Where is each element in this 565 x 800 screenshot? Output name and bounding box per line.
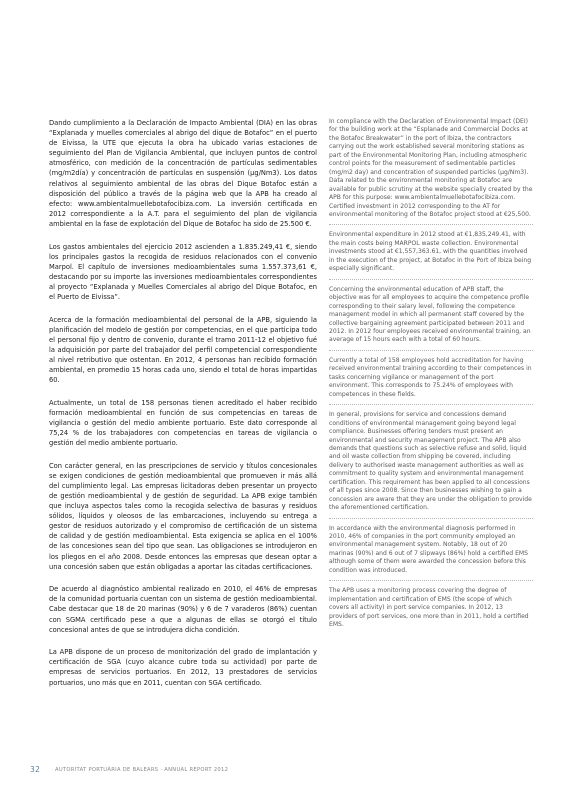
spanish-paragraph-3: Acerca de la formación medioambiental del personal de la APB, siguiendo la planificación del modelo de gestión por competencias, en el que participa todo el personal fijo y dentro de convenio, durante el tramo 2011-12 el objetivo fué la adquisición por parte del trabajador del perfil competencial correspondiente al nivel retributivo que ostentan. En 2012, 4 personas han recibido formación ambiental, en promedio 15 horas cada uno, siendo el total de horas impartidas 60.	[49, 315, 317, 385]
english-paragraph-7: The APB uses a monitoring process covering the degree of implementation and certification of EMS (the scope of which covers all activity) in port service companies. In 2012, 13 providers of port services, one more than in 2011, hold a certified EMS.	[329, 587, 529, 629]
english-paragraph-6: In accordance with the environmental diagnosis performed in 2010, 46% of companies in the port community employed an environmental management system. Notably, 18 out of 20 marinas (90%) and 6 out of 7 slipways (86%) hold a certified EMS although some of them were awarded the concession before this condition was introduced.	[329, 525, 533, 582]
page-footer	[30, 766, 530, 776]
english-paragraph-4: Currently a total of 158 employees hold accreditation for having received environmental training according to their competences in tasks concerning vigilance or management of the port environment. This corresponds to 75.24% of employees with competences in these fields.	[329, 357, 533, 405]
spanish-paragraph-5: Con carácter general, en las prescripciones de servicio y títulos concesionales se exigen condiciones de gestión medioambiental que promueven ir más allá del cumplimiento legal. Las empresas licitadoras deben presentar un proyecto de gestión medioambiental y de gestión de seguridad. La APB exige también que incluya aspectos tales como la recogida selectiva de basuras y residuos sólidos, líquidos y oleosos de las embarcaciones, incluyendo su entrega a gestor de residuos autorizado y el compromiso de certificación de un sistema de calidad y de gestión medioambiental. Esta exigencia se aplica en el 100% de las concesiones sean del tipo que sean. Las obligaciones se introdujeron en los pliegos en el año 2008. Desde entonces las empresas que desean optar a una concesión saben que están obligadas a aportar las citadas certificaciones.	[49, 461, 317, 571]
english-text-column	[329, 118, 533, 641]
spanish-paragraph-2: Los gastos ambientales del ejercicio 2012 ascienden a 1.835.249,41 €, siendo los principales gastos la recogida de residuos relacionados con el convenio Marpol. El capítulo de inversiones medioambientales suma 1.557.373,61 €, destacando por su importe las inversiones medioambientales correspondientes al proyecto “Explanada y Muelles Comerciales al abrigo del Dique Botafoc, en el Puerto de Eivissa”.	[49, 242, 317, 301]
english-paragraph-1: In compliance with the Declaration of Environmental Impact (DEI) for the building work at the “Esplanade and Commercial Docks at the Botafoc Breakwater” in the port of Ibiza, the contractors carrying out the work established several monitoring stations as part of the Environmental Monitoring Plan, including atmospheric control points for the measurement of sedimentable particles (mg/m2 day) and concentration of suspended particles (µg/Nm3). Data related to the environmental monitoring at Botafoc are available for public scrutiny at the website specially created by the APB for this purpose: www.ambientalmuellebotafocibiza.com. Certified investment in 2012 corresponding to the AT for environmental monitoring of the Botafoc project stood at €25,500.	[329, 118, 533, 225]
spanish-paragraph-1: Dando cumplimiento a la Declaración de Impacto Ambiental (DIA) en las obras “Explanada y muelles comerciales al abrigo del dique de Botafoc” en el puerto de Eivissa, la UTE que ejecuta la obra ha ubicado varias estaciones de seguimiento del Plan de Vigilancia Ambiental, que incluyen puntos de control atmosférico, con medición de la concentración de partículas sedimentables (mg/m2día) y concentración de partículas en suspensión (µg/Nm3). Los datos relativos al seguimiento ambiental de las obras del Dique Botafoc están a disposición del público a través de la página web que la APB ha creado al efecto: www.ambientalmuellebotafocibiza.com. La inversión certificada en 2012 correspondiente a la A.T. para el seguimiento del plan de vigilancia ambiental en la fase de explotación del Dique de Botafoc ha sido de 25.500 €.	[49, 119, 317, 228]
spanish-paragraph-6: De acuerdo al diagnóstico ambiental realizado en 2010, el 46% de empresas de la comunidad portuaria cuentan con un sistema de gestión medioambiental. Cabe destacar que 18 de 20 marinas (90%) y 6 de 7 varaderos (86%) cuentan con SGMA certificado pese a que a algunas de ellas se otorgó el título concesional antes de que se introdujera dicha condición.	[49, 585, 317, 634]
spanish-paragraph-4: Actualmente, un total de 158 personas tienen acreditado el haber recibido formación medioambiental en función de sus competencias en tareas de vigilancia o gestión del medio ambiente portuario. Este dato corresponde al 75,24 % de los trabajadores con competencias en tareas de vigilancia o gestión del medio ambiente portuario.	[49, 398, 317, 448]
spanish-paragraph-7: La APB dispone de un proceso de monitorización del grado de implantación y certificación de SGA (cuyo alcance cubre toda su actividad) por parte de empresas de servicios portuarios. En 2012, 13 prestadores de servicios portuarios, uno más que en 2011, cuentan con SGA certificado.	[49, 648, 317, 687]
spanish-text-column	[49, 118, 317, 700]
english-paragraph-3: Concerning the environmental education of APB staff, the objective was for all employees to acquire the competence profile corresponding to their salary level, following the competence management model in which all permanent staff covered by the collective bargaining agreement participated between 2011 and 2012. In 2012 four employees received environmental training, an average of 15 hours each with a total of 60 hours.	[329, 286, 533, 351]
english-paragraph-5: In general, provisions for service and concessions demand conditions of environmental management going beyond legal compliance. Businesses offering tenders must present an environmental and security management project. The APB also demands that questions such as selective refuse and solid, liquid and oil waste collection from shipping be covered, including delivery to authorised waste management authorities as well as commitment to quality system and environmental management certification. This requirement has been applied to all concessions of all types since 2008. Since then businesses wishing to gain a concession are aware that they are under the obligation to provide the aforementioned certification.	[329, 411, 533, 518]
publication-title: AUTORITAT PORTUÀRIA DE BALEARS · ANNUAL REPORT 2012	[55, 767, 229, 773]
english-paragraph-2: Environmental expenditure in 2012 stood at €1,835,249.41, with the main costs being MARPOL waste collection. Environmental investments stood at €1,557,363.61, with the quantities involved in the execution of the project, at Botafoc in the Port of Ibiza being especially significant.	[329, 231, 533, 279]
page-number: 32	[30, 765, 41, 774]
